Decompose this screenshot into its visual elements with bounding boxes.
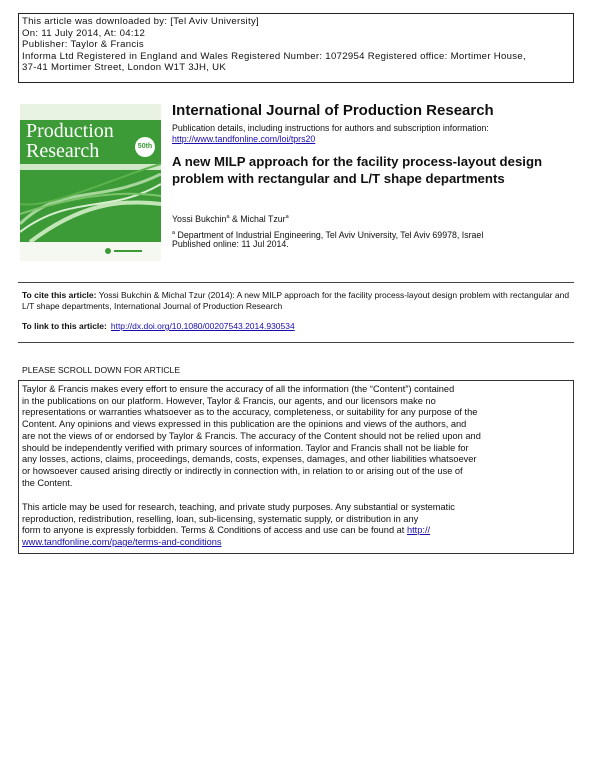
journal-url-link[interactable]: http://www.tandfonline.com/loi/tprs20 (172, 134, 316, 144)
doi-link[interactable]: http://dx.doi.org/10.1080/00207543.2014.930534 (110, 321, 295, 331)
publication-details: Publication details, including instructions for authors and subscription information: (172, 123, 489, 133)
download-info-line: This article was downloaded by: [Tel Aviv University] (22, 16, 260, 27)
disclaimer-line: representations or warranties whatsoever as to the accuracy, completeness, or suitability for any purpose of the (22, 407, 478, 418)
citation-block (22, 290, 570, 312)
usage-terms-line (22, 525, 572, 537)
published-date: Published online: 11 Jul 2014. (172, 239, 289, 249)
disclaimer-line: the Content. (22, 477, 73, 488)
citation-text: Yossi Bukchin & Michal Tzur (2014): A new MILP approach for the facility process-layout design problem with rectangular and L/T shape departments, International Journal of Production Research (22, 290, 570, 311)
scroll-notice: PLEASE SCROLL DOWN FOR ARTICLE (22, 365, 181, 375)
terms-link[interactable]: www.tandfonline.com/page/terms-and-conditions (22, 537, 222, 548)
affiliation-marker: a (285, 214, 289, 220)
authors-line (172, 212, 289, 225)
disclaimer-paragraph (22, 384, 572, 489)
article-title: A new MILP approach for the facility process-layout design problem with rectangular and L/T shape departments (172, 154, 543, 186)
disclaimer-line: are not the views of or endorsed by Taylor & Francis. The accuracy of the Content should not be relied upon and (22, 430, 481, 441)
article-link-label: To link to this article: (22, 321, 107, 331)
divider (18, 282, 574, 283)
journal-cover-image (20, 104, 161, 261)
disclaimer-line: or howsoever caused arising directly or indirectly in connection with, in relation to or arising out of the use of (22, 465, 463, 476)
author-name: Yossi Bukchin (172, 214, 227, 224)
cover-title-line1: Production (26, 120, 114, 142)
cover-publisher-logo (104, 247, 144, 257)
download-info-line: Informa Ltd Registered in England and Wales Registered Number: 1072954 Registered office: Mortimer House, (22, 50, 526, 62)
divider (18, 342, 574, 343)
cover-anniversary-badge: 50th (135, 137, 155, 157)
affiliation-marker: a (172, 230, 176, 236)
disclaimer-line: Content. Any opinions and views expressed in this publication are the opinions and views of the authors, and (22, 419, 467, 430)
download-info-line: On: 11 July 2014, At: 04:12 (22, 27, 146, 39)
disclaimer-line: Taylor & Francis makes every effort to ensure the accuracy of all the information (the “Content”) contained (22, 384, 455, 394)
author-separator: & (229, 214, 241, 224)
disclaimer-line: any losses, actions, claims, proceedings, demands, costs, expenses, damages, and other liabilities whatsoever (22, 454, 477, 465)
disclaimer-line: should be independently verified with primary sources of information. Taylor and Francis shall not be liable for (22, 442, 469, 453)
author-name: Michal Tzur (240, 214, 286, 224)
cover-title-line2: Research (26, 140, 100, 162)
download-info-line: Publisher: Taylor & Francis (22, 39, 145, 50)
usage-terms-paragraph (22, 502, 572, 549)
cover-wave-graphic (20, 104, 161, 261)
usage-terms-line: This article may be used for research, teaching, and private study purposes. Any substantial or systematic (22, 502, 455, 512)
citation-label: To cite this article: (22, 290, 97, 300)
affiliation-text: Department of Industrial Engineering, Tel Aviv University, Tel Aviv 69978, Israel (175, 230, 484, 240)
journal-title: International Journal of Production Research (172, 102, 494, 119)
disclaimer-line: in the publications on our platform. However, Taylor & Francis, our agents, and our licensors make no (22, 395, 436, 406)
usage-terms-line: reproduction, redistribution, reselling, loan, sub-licensing, systematic supply, or distribution in any (22, 513, 419, 524)
terms-link-start[interactable]: http:// (406, 525, 431, 536)
download-info-box (18, 13, 574, 83)
download-info-line: 37-41 Mortimer Street, London W1T 3JH, UK (22, 62, 227, 73)
affiliation-marker: a (226, 214, 230, 220)
usage-terms-text: form to anyone is expressly forbidden. Terms & Conditions of access and use can be found at (22, 525, 407, 536)
article-link-line (22, 321, 295, 332)
